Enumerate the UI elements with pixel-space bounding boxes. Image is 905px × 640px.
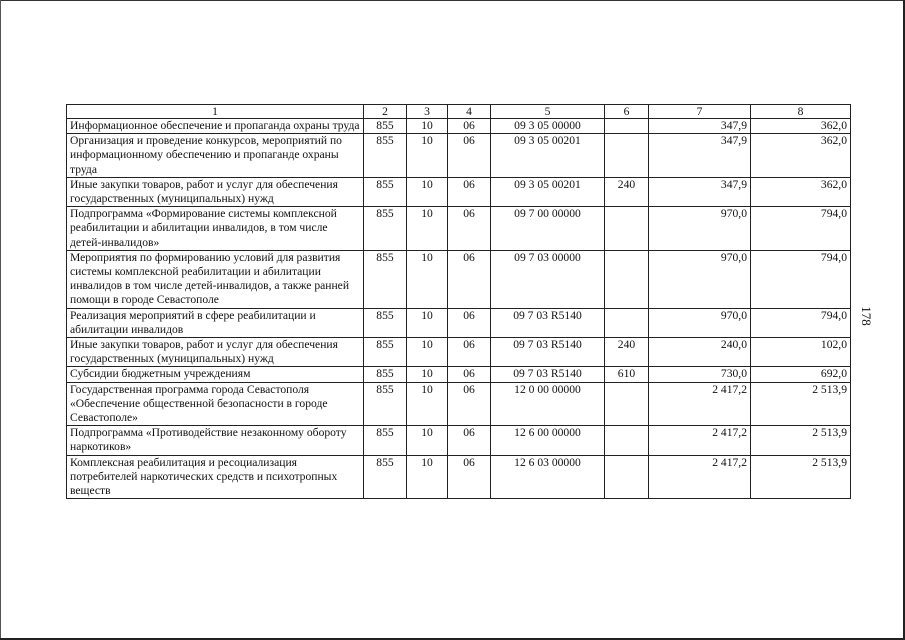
ministry-code: 855 — [364, 367, 407, 382]
amount-col8: 362,0 — [751, 119, 851, 134]
expense-type-code: 240 — [605, 177, 649, 206]
subsection-code: 06 — [448, 177, 491, 206]
expense-type-code — [605, 207, 649, 251]
ministry-code: 855 — [364, 207, 407, 251]
amount-col8: 362,0 — [751, 177, 851, 206]
target-article-code: 09 3 05 00201 — [491, 177, 605, 206]
expense-type-code: 240 — [605, 338, 649, 367]
header-cell: 8 — [751, 105, 851, 119]
ministry-code: 855 — [364, 338, 407, 367]
subsection-code: 06 — [448, 426, 491, 455]
header-cell: 3 — [407, 105, 448, 119]
amount-col7: 970,0 — [649, 250, 751, 308]
amount-col8: 2 513,9 — [751, 426, 851, 455]
subsection-code: 06 — [448, 207, 491, 251]
section-code: 10 — [407, 367, 448, 382]
amount-col7: 347,9 — [649, 177, 751, 206]
table-row — [67, 207, 851, 251]
amount-col7: 240,0 — [649, 338, 751, 367]
row-name: Мероприятия по формированию условий для развития системы комплексной реабилитации и абилитации инвалидов в том числе детей-инвалидов, а также ранней помощи в городе Севастополе — [67, 250, 364, 308]
page-border-top — [0, 0, 905, 1]
row-name: Информационное обеспечение и пропаганда охраны труда — [67, 119, 364, 134]
ministry-code: 855 — [364, 250, 407, 308]
table-row — [67, 134, 851, 178]
section-code: 10 — [407, 177, 448, 206]
ministry-code: 855 — [364, 308, 407, 337]
table-row — [67, 382, 851, 426]
section-code: 10 — [407, 134, 448, 178]
target-article-code: 09 3 05 00000 — [491, 119, 605, 134]
table-row — [67, 308, 851, 337]
section-code: 10 — [407, 426, 448, 455]
row-name: Подпрограмма «Противодействие незаконному обороту наркотиков» — [67, 426, 364, 455]
table-row — [67, 426, 851, 455]
target-article-code: 09 7 00 00000 — [491, 207, 605, 251]
section-code: 10 — [407, 382, 448, 426]
ministry-code: 855 — [364, 382, 407, 426]
amount-col8: 102,0 — [751, 338, 851, 367]
header-cell: 2 — [364, 105, 407, 119]
subsection-code: 06 — [448, 308, 491, 337]
ministry-code: 855 — [364, 119, 407, 134]
subsection-code: 06 — [448, 382, 491, 426]
subsection-code: 06 — [448, 250, 491, 308]
header-cell: 6 — [605, 105, 649, 119]
amount-col7: 2 417,2 — [649, 426, 751, 455]
subsection-code: 06 — [448, 367, 491, 382]
target-article-code: 12 6 03 00000 — [491, 455, 605, 499]
ministry-code: 855 — [364, 134, 407, 178]
amount-col8: 2 513,9 — [751, 455, 851, 499]
subsection-code: 06 — [448, 455, 491, 499]
table-row — [67, 367, 851, 382]
target-article-code: 09 7 03 R5140 — [491, 367, 605, 382]
amount-col8: 692,0 — [751, 367, 851, 382]
row-name: Подпрограмма «Формирование системы комплексной реабилитации и абилитации инвалидов, в том числе детей-инвалидов» — [67, 207, 364, 251]
expense-type-code — [605, 382, 649, 426]
target-article-code: 09 3 05 00201 — [491, 134, 605, 178]
section-code: 10 — [407, 455, 448, 499]
table-row — [67, 250, 851, 308]
target-article-code: 09 7 03 R5140 — [491, 308, 605, 337]
target-article-code: 09 7 03 R5140 — [491, 338, 605, 367]
expense-type-code — [605, 308, 649, 337]
amount-col8: 794,0 — [751, 250, 851, 308]
section-code: 10 — [407, 119, 448, 134]
amount-col7: 970,0 — [649, 207, 751, 251]
row-name: Организация и проведение конкурсов, мероприятий по информационному обеспечению и пропаганде охраны труда — [67, 134, 364, 178]
expense-type-code — [605, 455, 649, 499]
subsection-code: 06 — [448, 119, 491, 134]
target-article-code: 12 6 00 00000 — [491, 426, 605, 455]
subsection-code: 06 — [448, 338, 491, 367]
row-name: Иные закупки товаров, работ и услуг для обеспечения государственных (муниципальных) нужд — [67, 177, 364, 206]
subsection-code: 06 — [448, 134, 491, 178]
section-code: 10 — [407, 207, 448, 251]
amount-col8: 794,0 — [751, 308, 851, 337]
table-row — [67, 177, 851, 206]
row-name: Иные закупки товаров, работ и услуг для обеспечения государственных (муниципальных) нужд — [67, 338, 364, 367]
row-name: Государственная программа города Севастополя «Обеспечение общественной безопасности в городе Севастополе» — [67, 382, 364, 426]
expense-type-code — [605, 426, 649, 455]
table-row — [67, 338, 851, 367]
table-row — [67, 455, 851, 499]
header-cell: 1 — [67, 105, 364, 119]
amount-col7: 730,0 — [649, 367, 751, 382]
row-name: Субсидии бюджетным учреждениям — [67, 367, 364, 382]
budget-table — [66, 104, 851, 499]
amount-col7: 970,0 — [649, 308, 751, 337]
row-name: Комплексная реабилитация и ресоциализация потребителей наркотических средств и психотропных веществ — [67, 455, 364, 499]
amount-col7: 2 417,2 — [649, 455, 751, 499]
expense-type-code: 610 — [605, 367, 649, 382]
header-cell: 5 — [491, 105, 605, 119]
page-border-left — [0, 0, 1, 640]
amount-col7: 2 417,2 — [649, 382, 751, 426]
section-code: 10 — [407, 308, 448, 337]
expense-type-code — [605, 250, 649, 308]
expense-type-code — [605, 119, 649, 134]
table-row — [67, 119, 851, 134]
header-cell: 7 — [649, 105, 751, 119]
section-code: 10 — [407, 338, 448, 367]
table-header-row — [67, 105, 851, 119]
target-article-code: 09 7 03 00000 — [491, 250, 605, 308]
amount-col8: 794,0 — [751, 207, 851, 251]
amount-col8: 2 513,9 — [751, 382, 851, 426]
ministry-code: 855 — [364, 426, 407, 455]
section-code: 10 — [407, 250, 448, 308]
amount-col7: 347,9 — [649, 119, 751, 134]
page-number: 178 — [858, 306, 874, 326]
target-article-code: 12 0 00 00000 — [491, 382, 605, 426]
header-cell: 4 — [448, 105, 491, 119]
amount-col7: 347,9 — [649, 134, 751, 178]
expense-type-code — [605, 134, 649, 178]
amount-col8: 362,0 — [751, 134, 851, 178]
row-name: Реализация мероприятий в сфере реабилитации и абилитации инвалидов — [67, 308, 364, 337]
ministry-code: 855 — [364, 177, 407, 206]
ministry-code: 855 — [364, 455, 407, 499]
